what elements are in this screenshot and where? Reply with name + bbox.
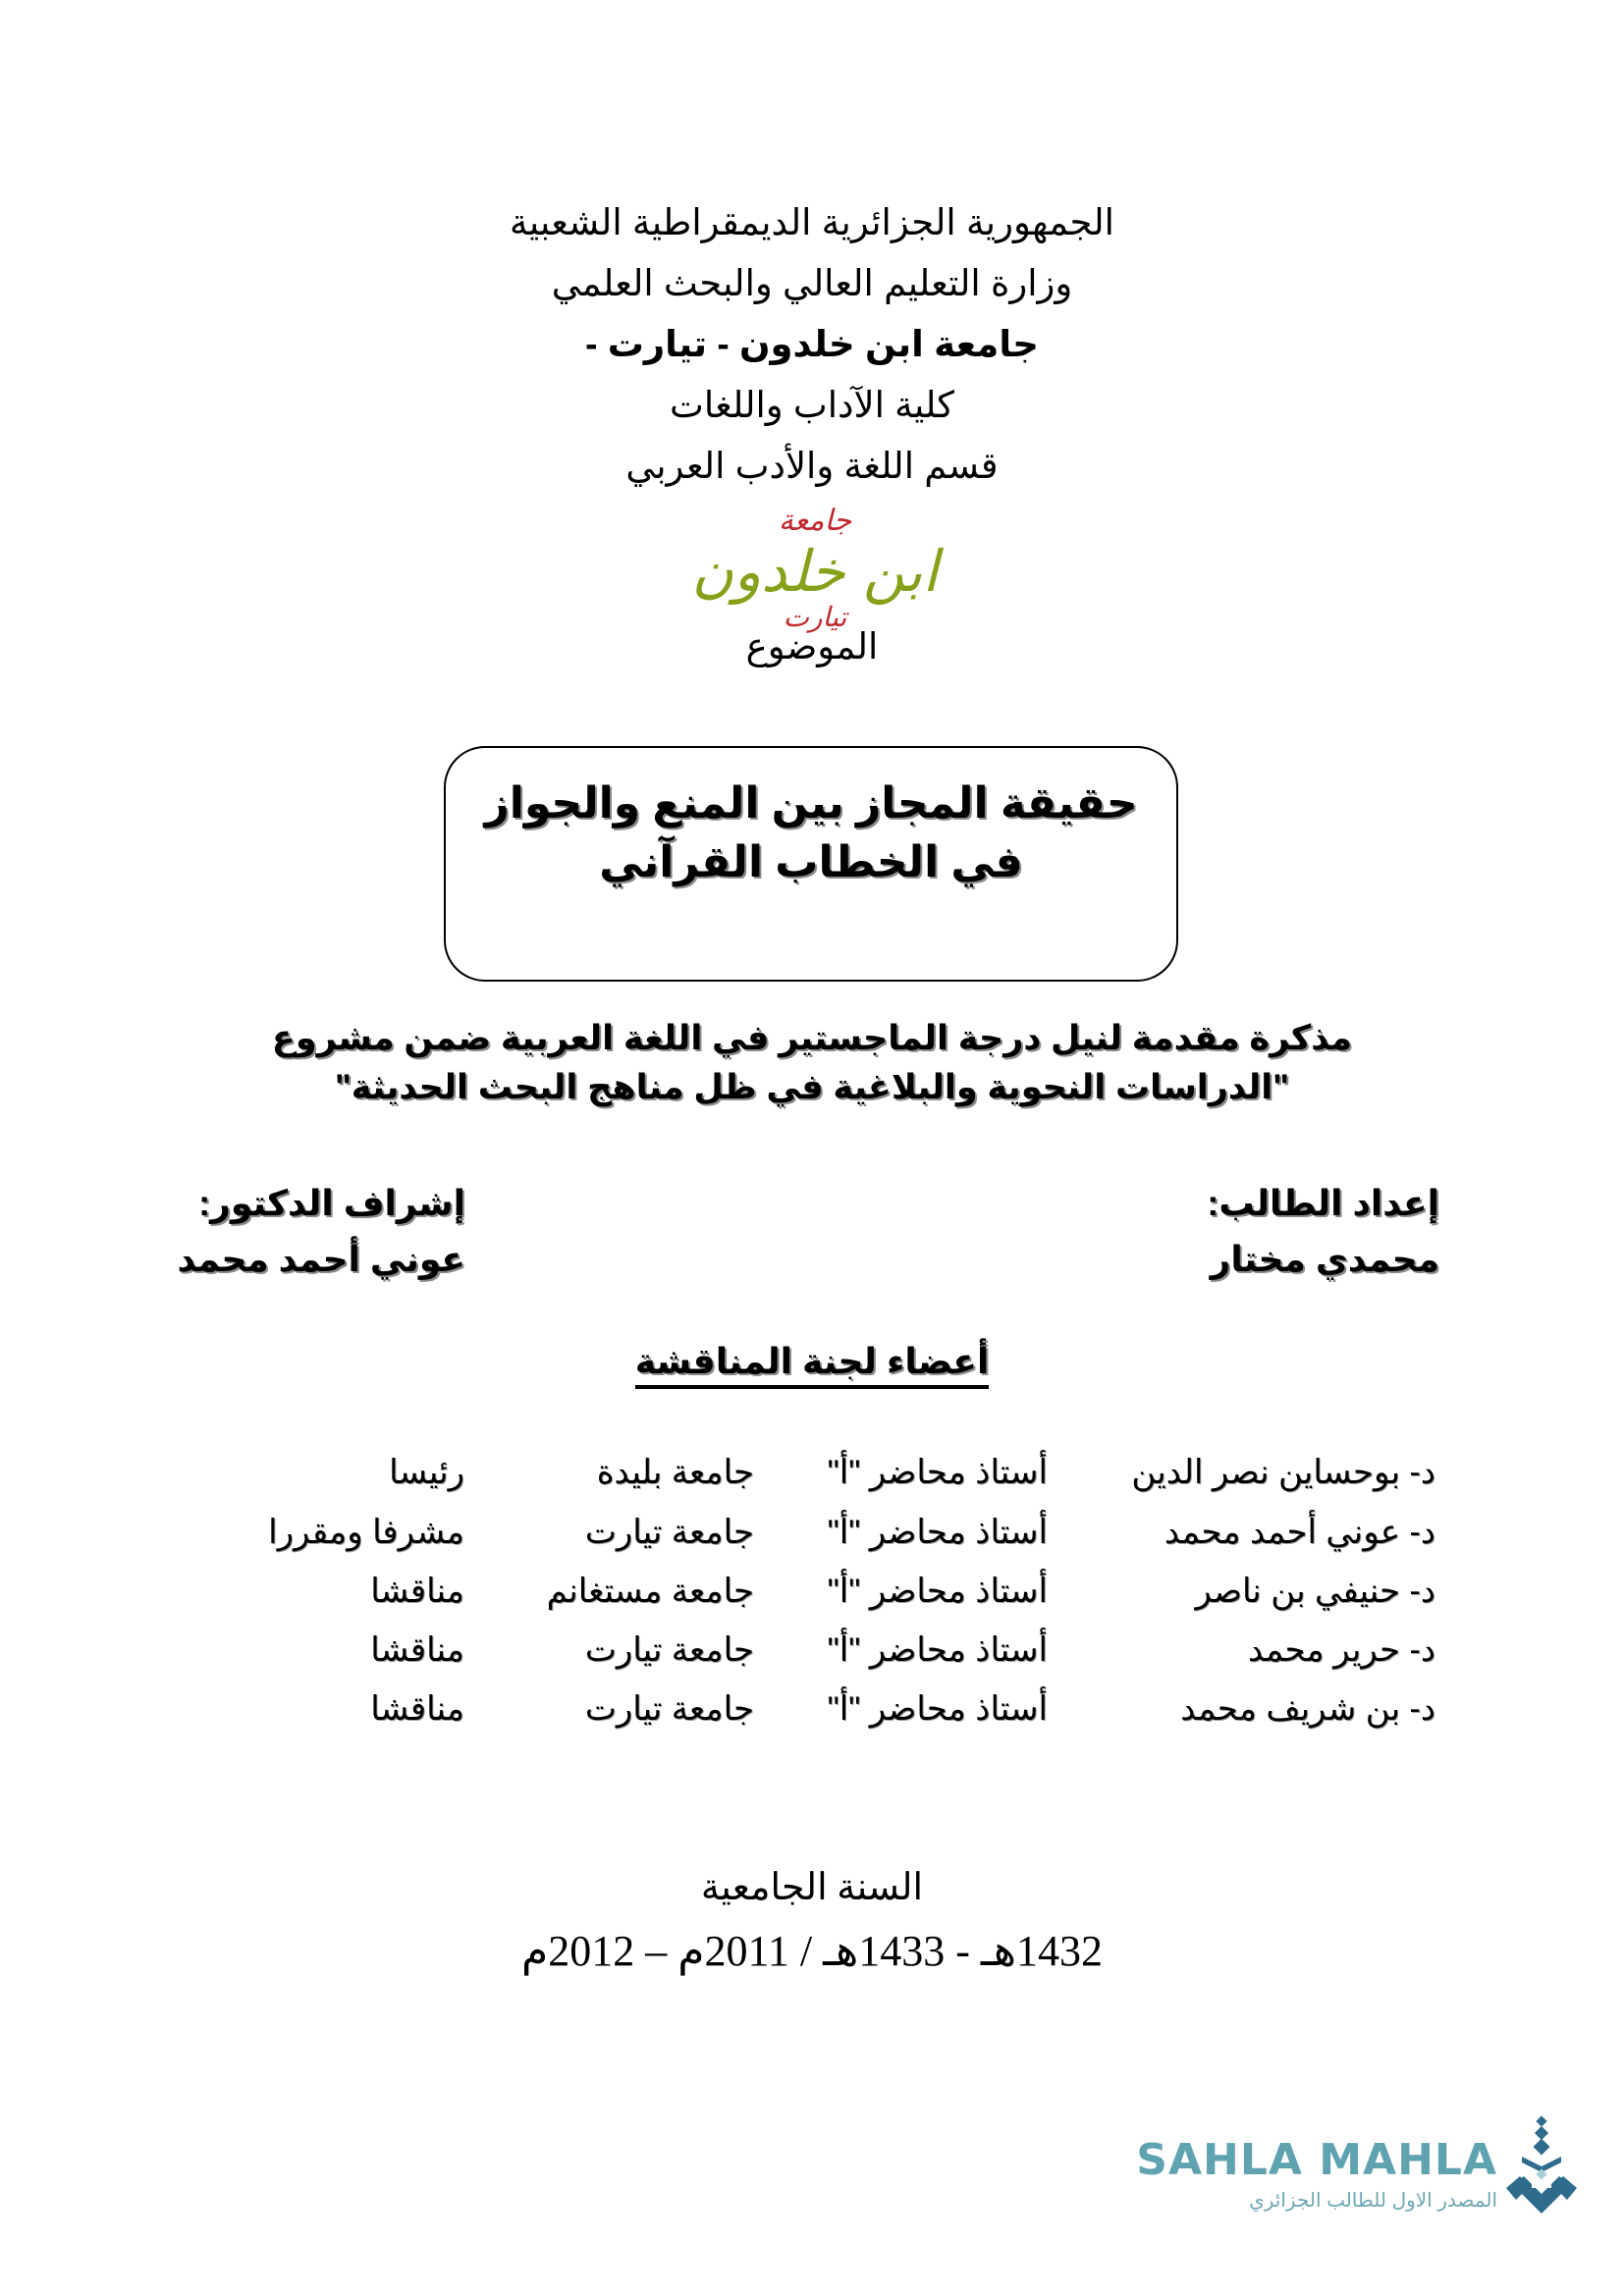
committee-row [0,1570,1624,1629]
ministry-line: وزارة التعليم العالي والبحث العلمي [551,263,1073,303]
committee-row [0,1687,1624,1746]
member-name: د- حنيفي بن ناصر [1195,1573,1435,1610]
member-name: د- حرير محمد [1247,1631,1435,1669]
svg-text:تيارت: تيارت [783,601,847,633]
member-role: رئيسا [389,1454,464,1491]
member-rank: أستاذ محاضر "أ" [827,1514,1048,1551]
department-line: قسم اللغة والأدب العربي [625,446,999,486]
svg-text:ابن خلدون: ابن خلدون [691,538,939,605]
member-role: مشرفا ومقررا [268,1514,464,1551]
watermark-name: SAHLA MAHLA [1136,2135,1497,2185]
member-rank: أستاذ محاضر "أ" [827,1573,1048,1610]
member-university: جامعة تيارت [584,1690,754,1728]
member-university: جامعة تيارت [584,1631,754,1669]
member-rank: أستاذ محاضر "أ" [827,1690,1048,1728]
member-role: مناقشا [370,1573,464,1610]
member-university: جامعة مستغانم [546,1573,754,1610]
student-name: محمدي مختار [1210,1239,1439,1279]
member-role: مناقشا [370,1690,464,1728]
member-rank: أستاذ محاضر "أ" [827,1454,1048,1491]
member-rank: أستاذ محاضر "أ" [827,1631,1048,1669]
member-name: د- بن شريف محمد [1180,1690,1435,1728]
committee-row [0,1629,1624,1687]
supervisor-name: عوني أحمد محمد [177,1239,465,1279]
academic-year-label: السنة الجامعية [700,1867,924,1908]
ibn-khaldoun-calligraphy-icon [628,501,1001,638]
member-university: جامعة بليدة [596,1454,754,1491]
sahla-mahla-logo-icon [1502,2115,1581,2218]
thesis-description-line2: "الدراسات النحوية والبلاغية في ظل مناهج البحث الحديثة" [335,1068,1289,1106]
thesis-title-box [444,746,1178,982]
supervisor-label: إشراف الدكتور: [198,1183,465,1223]
committee-title: أعضاء لجنة المناقشة [635,1341,990,1389]
member-name: د- بوحساين نصر الدين [1131,1454,1435,1491]
thesis-description-line1: مذكرة مقدمة لنيل درجة الماجستير في اللغة العربية ضمن مشروع [271,1019,1353,1057]
subject-label: الموضوع [745,626,879,667]
thesis-title-line1: حقيقة المجاز بين المنع والجواز [484,779,1138,828]
committee-title-wrap [0,1341,1624,1382]
thesis-title-line2: في الخطاب القرآني [599,838,1023,886]
sahla-mahla-watermark [1129,2135,1591,2233]
academic-year-value: 1432هـ - 1433هـ / 2011م – 2012م [521,1927,1103,1975]
republic-line: الجمهورية الجزائرية الديمقراطية الشعبية [510,202,1114,242]
faculty-line: كلية الآداب واللغات [669,385,955,425]
student-label: إعداد الطالب: [1207,1183,1439,1223]
university-line: جامعة ابن خلدون - تيارت - [585,324,1039,364]
university-logo [628,501,1001,638]
svg-text:جامعة: جامعة [778,504,852,538]
member-name: د- عوني أحمد محمد [1164,1514,1435,1551]
member-role: مناقشا [370,1631,464,1669]
committee-row [0,1511,1624,1570]
watermark-tagline: المصدر الاول للطالب الجزائري [1249,2190,1497,2212]
committee-row [0,1451,1624,1510]
member-university: جامعة تيارت [584,1514,754,1551]
